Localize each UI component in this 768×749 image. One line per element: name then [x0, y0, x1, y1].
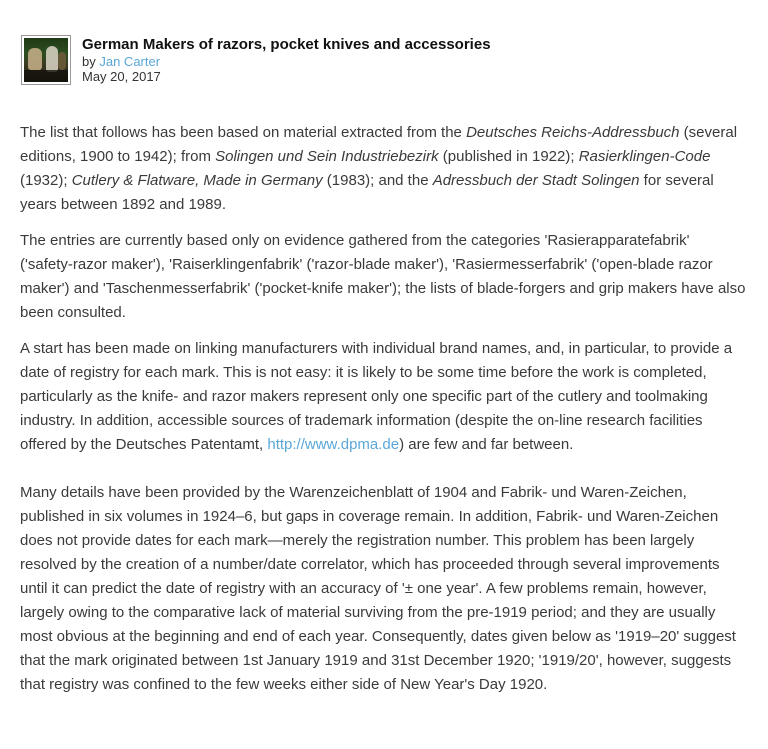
dpma-link[interactable]: http://www.dpma.de	[267, 436, 400, 453]
paragraph-4: Many details have been provided by the Warenzeichenblatt of 1904 and Fabrik- und Waren-Zeichen, published in six volumes in 1924–6, but gaps in coverage remain. In addition, Fabrik- und Waren-Zeichen does not provide dates for each mark—merely the registration number. This problem has been largely resolved by the creation of a number/date correlator, which has proceeded through several improvements until it can predict the date of registry with an accuracy of '± one year'. A few problems remain, however, largely owing to the comparative lack of material surviving from the pre-1919 period; and they are usually most obvious at the beginning and end of each year. Consequently, dates given below as '1919–20' suggest that the mark originated between 1st January 1919 and 31st December 1920; '1919/20', however, suggests that registry was confined to the few weeks either side of New Year's Day 1920.	[20, 484, 736, 693]
p1-text-4: (1932);	[20, 172, 72, 189]
paragraph-3	[20, 337, 746, 457]
p1-text-1: The list that follows has been based on material extracted from the	[20, 124, 467, 141]
paragraph-2: The entries are currently based only on evidence gathered from the categories 'Rasierapparatefabrik' ('safety-razor maker'), 'Raiserklingenfabrik' ('razor-blade maker'), 'Rasiermesserfabrik' ('open-blade razor maker') and 'Taschenmesserfabrik' ('pocket-knife maker'); the lists of blade-forgers and grip makers have also been consulted.	[20, 232, 746, 321]
post-date: May 20, 2017	[82, 69, 161, 84]
p1-text-2: (several editions, 1900 to 1942); from	[20, 124, 738, 165]
post-body	[20, 121, 746, 709]
p1-title-solingen: Solingen und Sein Industriebezirk	[215, 148, 439, 165]
p3-text-1: A start has been made on linking manufacturers with individual brand names, and, in particular, to provide a date of registry for each mark. This is not easy: it is likely to be some time before the work is completed, particularly as the knife- and razor makers represent only one specific part of the cutlery and toolmaking industry. In addition, accessible sources of trademark information (despite the on-line research facilities offered by the Deutsches Patentamt,	[20, 340, 733, 453]
author-photo	[24, 38, 68, 82]
paragraph-1	[20, 121, 746, 217]
p1-text-5: (1983); and the	[322, 172, 433, 189]
p1-title-cutlery-flatware: Cutlery & Flatware, Made in Germany	[71, 172, 323, 189]
p3-text-2: ) are few and far between.	[399, 436, 574, 453]
p1-text-3: (published in 1922);	[438, 148, 579, 165]
p1-title-adressbuch-solingen: Adressbuch der Stadt Solingen	[432, 172, 640, 189]
post-title: German Makers of razors, pocket knives and accessories	[82, 36, 491, 53]
byline	[82, 54, 491, 69]
by-prefix: by	[82, 54, 96, 69]
p1-title-reichs-addressbuch: Deutsches Reichs-Addressbuch	[466, 124, 680, 141]
p1-text-6: for several years between 1892 and 1989.	[20, 172, 714, 213]
post-meta	[82, 35, 491, 84]
author-avatar[interactable]	[21, 35, 71, 85]
p1-title-rasierklingen-code: Rasierklingen-Code	[578, 148, 711, 165]
author-link[interactable]: Jan Carter	[99, 54, 161, 69]
post-header	[21, 35, 751, 87]
